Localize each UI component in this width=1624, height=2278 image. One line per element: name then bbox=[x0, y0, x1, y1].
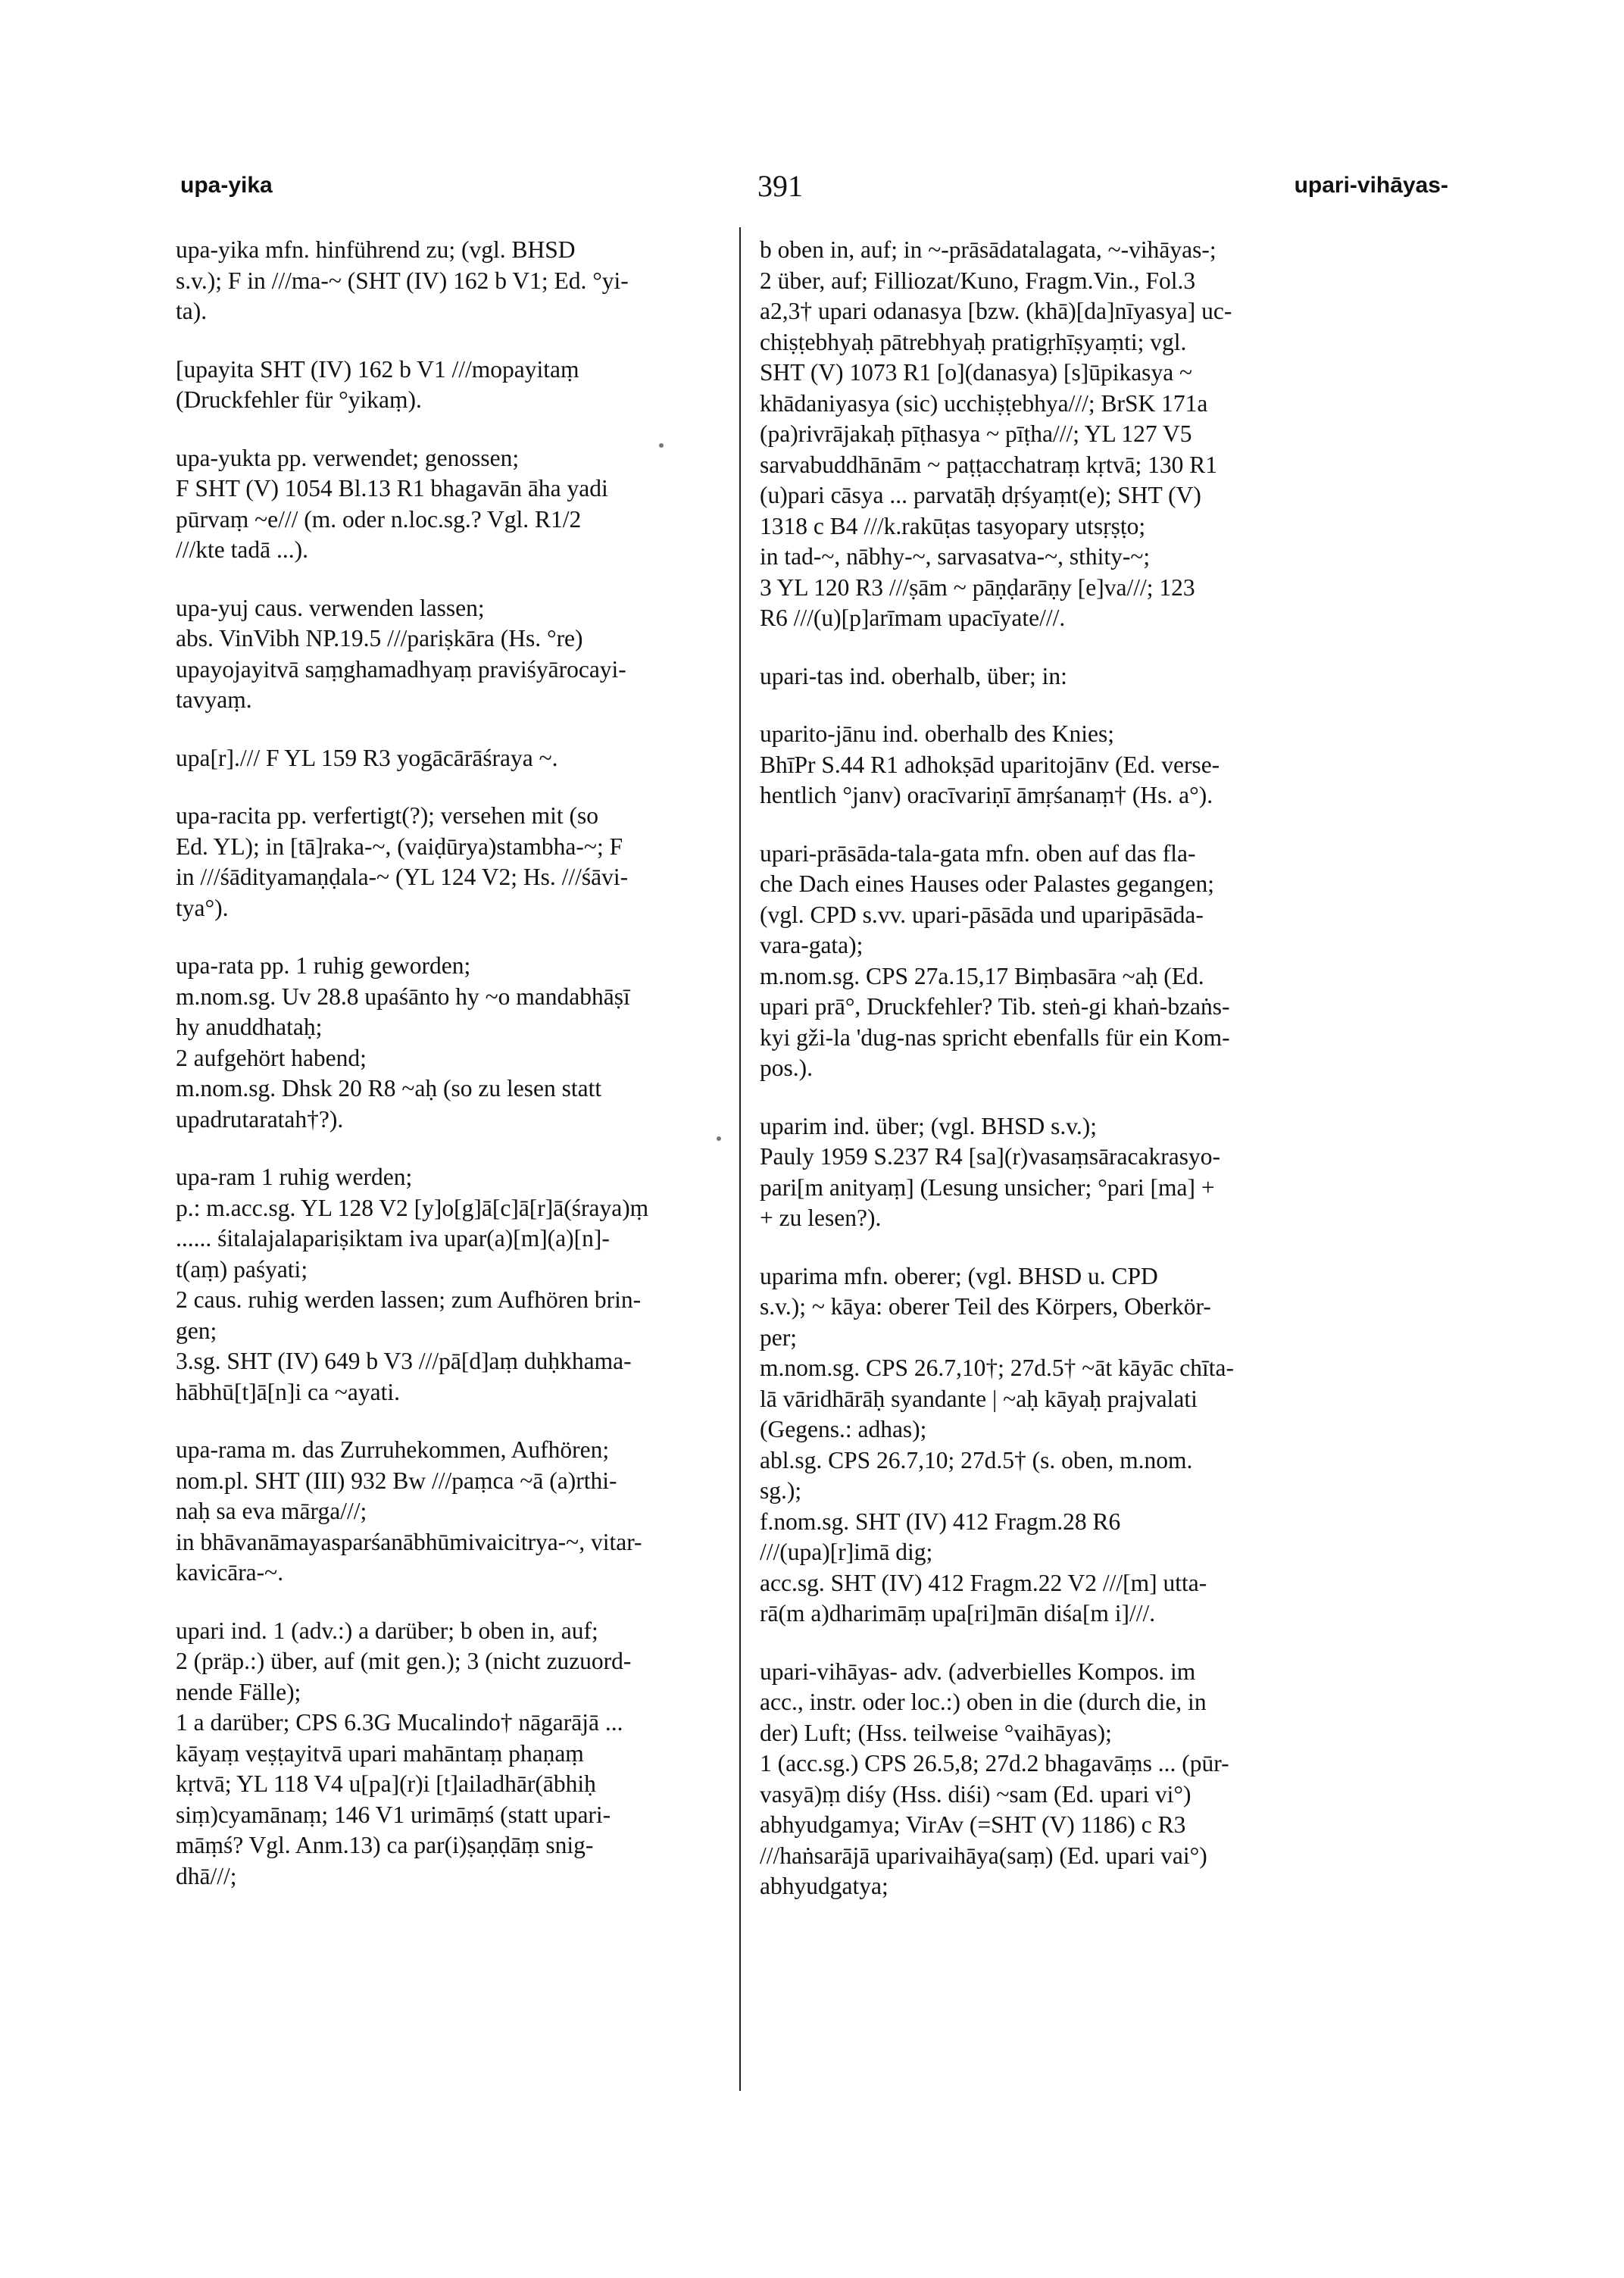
entry-line: kavicāra-~. bbox=[176, 1559, 284, 1586]
entry-headline: upa-rata pp. 1 ruhig geworden; bbox=[176, 952, 471, 979]
entry-headline: uparima mfn. oberer; (vgl. BHSD u. CPD bbox=[760, 1262, 1158, 1289]
entry-headline: upari-vihāyas- adv. (adverbielles Kompos. im bbox=[760, 1658, 1196, 1685]
entry-line: pūrvaṃ ~e/// (m. oder n.loc.sg.? Vgl. R1/2 bbox=[176, 505, 582, 533]
entry-line: tavyaṃ. bbox=[176, 686, 252, 713]
entry-line: BhīPr S.44 R1 adhokṣād uparitojānv (Ed. verse- bbox=[760, 751, 1220, 778]
entry-line: 2 (präp.:) über, auf (mit gen.); 3 (nicht zuzuord- bbox=[176, 1648, 632, 1674]
entry-headline: upa-rama m. das Zurruhekommen, Aufhören; bbox=[176, 1436, 610, 1463]
entry-line: upari prā°, Druckfehler? Tib. steṅ-gi khaṅ-bzaṅs- bbox=[760, 993, 1230, 1020]
dictionary-entry bbox=[176, 355, 721, 416]
entry-line: (Gegens.: adhas); bbox=[760, 1416, 927, 1442]
entry-line: s.v.); F in ///ma-~ (SHT (IV) 162 b V1; Ed. °yi- bbox=[176, 267, 629, 294]
entry-headline: b oben in, auf; in ~-prāsādatalagata, ~-vihāyas-; bbox=[760, 236, 1216, 263]
entry-headline: [upayita SHT (IV) 162 b V1 ///mopayitaṃ bbox=[176, 355, 579, 383]
running-head bbox=[0, 169, 1624, 211]
dictionary-entry bbox=[176, 951, 721, 1135]
dictionary-entry bbox=[176, 593, 721, 716]
entry-line: der) Luft; (Hss. teilweise °vaihāyas); bbox=[760, 1719, 1112, 1746]
entry-line: 2 aufgehört habend; bbox=[176, 1044, 367, 1071]
entry-line: acc.sg. SHT (IV) 412 Fragm.22 V2 ///[m] utta- bbox=[760, 1569, 1207, 1596]
entry-line: sarvabuddhānām ~ paṭṭacchatraṃ kṛtvā; 130 R1 bbox=[760, 451, 1217, 478]
entry-line: Pauly 1959 S.237 R4 [sa](r)vasaṃsāracakrasyo- bbox=[760, 1143, 1220, 1170]
entry-headline: upari-tas ind. oberhalb, über; in: bbox=[760, 662, 1067, 689]
entry-line: 1318 c B4 ///k.rakūṭas tasyopary utsṛṣṭo; bbox=[760, 512, 1146, 539]
entry-line: ///haṅsarājā uparivaihāya(saṃ) (Ed. upari vai°) bbox=[760, 1842, 1207, 1869]
entry-headline: upari-prāsāda-tala-gata mfn. oben auf das fla- bbox=[760, 839, 1196, 867]
entry-line: m.nom.sg. Uv 28.8 upaśānto hy ~o mandabhāṣī bbox=[176, 983, 630, 1010]
entry-line: dhā///; bbox=[176, 1862, 237, 1889]
entry-line: ...... śitalajalapariṣiktam iva upar(a)[m](a)[n]- bbox=[176, 1225, 610, 1251]
dictionary-entry bbox=[760, 661, 1305, 692]
entry-headline: upa-ram 1 ruhig werden; bbox=[176, 1164, 413, 1190]
entry-line: 2 caus. ruhig werden lassen; zum Aufhören brin- bbox=[176, 1286, 642, 1313]
entry-line: kṛtvā; YL 118 V4 u[pa](r)i [t]ailadhār(ābhiḥ bbox=[176, 1770, 596, 1797]
entry-line: t(aṃ) paśyati; bbox=[176, 1255, 308, 1283]
entry-line: Ed. YL); in [tā]raka-~, (vaiḍūrya)stambha-~; F bbox=[176, 833, 623, 860]
entry-line: kyi gži-la 'dug-nas spricht ebenfalls für ein Kom- bbox=[760, 1023, 1230, 1051]
dictionary-entry bbox=[176, 1162, 721, 1408]
entry-line: vasyā)ṃ diśy (Hss. diśi) ~sam (Ed. upari vi°) bbox=[760, 1780, 1191, 1808]
entry-line: nende Fälle); bbox=[176, 1678, 301, 1705]
entry-line: khādaniyasya (sic) ucchiṣṭebhya///; BrSK 171a bbox=[760, 389, 1208, 417]
column-divider bbox=[739, 227, 741, 2091]
entry-line: siṃ)cyamānaṃ; 146 V1 urimāṃś (statt upari- bbox=[176, 1801, 611, 1828]
entry-line: pos.). bbox=[760, 1055, 813, 1081]
entry-line: ta). bbox=[176, 298, 208, 324]
entry-line: tya°). bbox=[176, 894, 229, 921]
left-column bbox=[176, 235, 721, 1919]
entry-line: sg.); bbox=[760, 1477, 802, 1504]
entry-line: in tad-~, nābhy-~, sarvasatva-~, sthity-~; bbox=[760, 543, 1151, 570]
entry-line: kāyaṃ veṣṭayitvā upari mahāntaṃ phaṇaṃ bbox=[176, 1739, 584, 1767]
dictionary-entry bbox=[176, 1616, 721, 1892]
dictionary-entry bbox=[176, 801, 721, 923]
entry-line: SHT (V) 1073 R1 [o](danasya) [s]ūpikasya ~ bbox=[760, 359, 1193, 386]
entry-line: m.nom.sg. CPS 26.7,10†; 27d.5† ~āt kāyāc chīta- bbox=[760, 1355, 1234, 1381]
entry-line: hy anuddhataḥ; bbox=[176, 1014, 323, 1040]
running-head-left: upa-yika bbox=[180, 173, 273, 198]
entry-line: (vgl. CPD s.vv. upari-pāsāda und uparipāsāda- bbox=[760, 901, 1204, 928]
entry-line: m.nom.sg. Dhsk 20 R8 ~aḥ (so zu lesen statt bbox=[176, 1075, 602, 1102]
entry-line: (pa)rivrājakaḥ pīṭhasya ~ pīṭha///; YL 127 V5 bbox=[760, 420, 1192, 447]
entry-line: p.: m.acc.sg. YL 128 V2 [y]o[g]ā[c]ā[r]ā(śraya)ṃ bbox=[176, 1194, 649, 1221]
right-column bbox=[760, 235, 1305, 1930]
entry-line: per; bbox=[760, 1323, 797, 1351]
entry-headline: upa-yukta pp. verwendet; genossen; bbox=[176, 444, 520, 471]
entry-line: pari[m anityaṃ] (Lesung unsicher; °pari [ma] + bbox=[760, 1173, 1215, 1201]
entry-line: che Dach eines Hauses oder Palastes gegangen; bbox=[760, 870, 1215, 897]
entry-line: s.v.); ~ kāya: oberer Teil des Körpers, Oberkör- bbox=[760, 1293, 1211, 1320]
dictionary-entry bbox=[760, 839, 1305, 1084]
entry-line: rā(m a)dharimāṃ upa[ri]mān diśa[m i]///. bbox=[760, 1600, 1156, 1626]
entry-line: upayojayitvā saṃghamadhyaṃ praviśyārocayi- bbox=[176, 655, 626, 683]
dictionary-entry bbox=[176, 743, 721, 774]
dictionary-entry bbox=[760, 1261, 1305, 1630]
dictionary-entry bbox=[760, 719, 1305, 811]
entry-line: acc., instr. oder loc.:) oben in die (durch die, in bbox=[760, 1689, 1207, 1715]
entry-line: + zu lesen?). bbox=[760, 1205, 882, 1231]
entry-line: gen; bbox=[176, 1317, 217, 1344]
entry-line: māṃś? Vgl. Anm.13) ca par(i)ṣaṇḍāṃ snig- bbox=[176, 1832, 594, 1858]
entry-line: ///kte tadā ...). bbox=[176, 536, 308, 563]
entry-line: in bhāvanāmayasparśanābhūmivaicitrya-~, vitar- bbox=[176, 1528, 642, 1555]
entry-line: abs. VinVibh NP.19.5 ///pariṣkāra (Hs. °re) bbox=[176, 625, 583, 652]
entry-line: 3.sg. SHT (IV) 649 b V3 ///pā[d]aṃ duḥkhama- bbox=[176, 1348, 632, 1374]
entry-line: upadrutaratah†?). bbox=[176, 1105, 344, 1133]
entry-line: hentlich °janv) oracīvariṇī āmṛśanaṃ† (Hs. a°). bbox=[760, 782, 1213, 808]
dictionary-entry bbox=[176, 235, 721, 327]
dictionary-entry bbox=[760, 235, 1305, 634]
entry-line: (u)pari cāsya ... parvatāḥ dṛśyaṃt(e); SHT (V) bbox=[760, 482, 1201, 508]
entry-line: 1 (acc.sg.) CPS 26.5,8; 27d.2 bhagavāṃs ... (pūr- bbox=[760, 1750, 1229, 1776]
entry-line: hābhū[t]ā[n]i ca ~ayati. bbox=[176, 1378, 401, 1405]
entry-line: m.nom.sg. CPS 27a.15,17 Biṃbasāra ~aḥ (Ed. bbox=[760, 962, 1204, 989]
entry-headline: upa-racita pp. verfertigt(?); versehen mit (so bbox=[176, 802, 599, 829]
entry-line: lā vāridhārāḥ syandante | ~aḥ kāyaḥ prajvalati bbox=[760, 1385, 1198, 1412]
entry-line: abhyudgatya; bbox=[760, 1873, 889, 1899]
entry-line: 1 a darüber; CPS 6.3G Mucalindo† nāgarājā ... bbox=[176, 1709, 623, 1736]
entry-line: ///(upa)[r]imā dig; bbox=[760, 1539, 933, 1565]
entry-line: 3 YL 120 R3 ///ṣām ~ pāṇḍarāṇy [e]va///; 123 bbox=[760, 573, 1195, 601]
entry-line: abhyudgamya; VirAv (=SHT (V) 1186) c R3 bbox=[760, 1811, 1186, 1838]
print-speck bbox=[659, 443, 664, 448]
entry-line: F SHT (V) 1054 Bl.13 R1 bhagavān āha yadi bbox=[176, 475, 608, 502]
entry-line: in ///śādityamaṇḍala-~ (YL 124 V2; Hs. ///śāvi- bbox=[176, 864, 629, 890]
entry-headline: uparito-jānu ind. oberhalb des Knies; bbox=[760, 720, 1115, 747]
entry-line: f.nom.sg. SHT (IV) 412 Fragm.28 R6 bbox=[760, 1508, 1121, 1535]
dictionary-entry bbox=[760, 1111, 1305, 1234]
entry-headline: upa-yika mfn. hinführend zu; (vgl. BHSD bbox=[176, 236, 576, 263]
entry-line: (Druckfehler für °yikaṃ). bbox=[176, 386, 422, 413]
running-head-right: upari-vihāyas- bbox=[1294, 173, 1448, 198]
entry-line: chiṣṭebhyaḥ pātrebhyaḥ pratigṛhīṣyaṃti; vgl. bbox=[760, 328, 1187, 355]
dictionary-entry bbox=[760, 1657, 1305, 1902]
entry-line: vara-gata); bbox=[760, 932, 864, 958]
entry-line: R6 ///(u)[p]arīmam upacīyate///. bbox=[760, 605, 1066, 631]
entry-headline: upa-yuj caus. verwenden lassen; bbox=[176, 594, 485, 621]
entry-headline: uparim ind. über; (vgl. BHSD s.v.); bbox=[760, 1112, 1098, 1139]
entry-line: naḥ sa eva mārga///; bbox=[176, 1498, 367, 1524]
entry-headline: upa[r]./// F YL 159 R3 yogācārāśraya ~. bbox=[176, 744, 558, 771]
entry-line: nom.pl. SHT (III) 932 Bw ///paṃca ~ā (a)rthi- bbox=[176, 1467, 617, 1494]
print-speck bbox=[717, 1136, 721, 1141]
entry-line: a2,3† upari odanasya [bzw. (khā)[da]nīyasya] uc- bbox=[760, 298, 1232, 324]
entry-line: 2 über, auf; Filliozat/Kuno, Fragm.Vin., Fol.3 bbox=[760, 267, 1196, 294]
entry-headline: upari ind. 1 (adv.:) a darüber; b oben in, auf; bbox=[176, 1617, 598, 1644]
dictionary-entry bbox=[176, 1435, 721, 1589]
page-number: 391 bbox=[757, 169, 803, 203]
dictionary-entry bbox=[176, 443, 721, 566]
entry-line: abl.sg. CPS 26.7,10; 27d.5† (s. oben, m.nom. bbox=[760, 1446, 1193, 1473]
